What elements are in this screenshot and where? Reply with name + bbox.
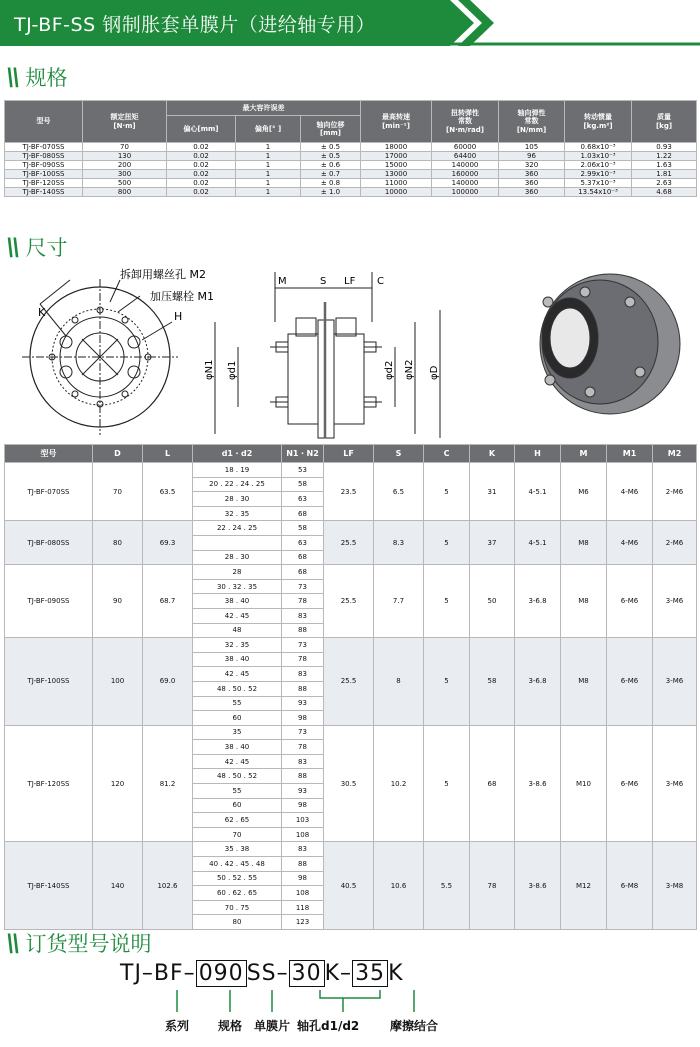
dim-cell-n: 53	[282, 463, 324, 478]
dim-cell-bore: 38 . 40	[193, 594, 282, 609]
dim-cell-l: 81.2	[143, 725, 193, 842]
spec-cell: 360	[499, 179, 565, 188]
dim-cell-bore: 80	[193, 915, 282, 930]
spec-cell: 300	[83, 170, 167, 179]
section-spec-heading	[6, 64, 68, 90]
dim-cell-bore: 18 . 19	[193, 463, 282, 478]
dim-cell-n: 78	[282, 652, 324, 667]
label-h: H	[174, 310, 183, 323]
dim-cell-l: 69.3	[143, 521, 193, 565]
dim-cell-m1: 6-M6	[607, 565, 653, 638]
label-n2: φN2	[404, 359, 415, 380]
spec-cell: 1	[236, 188, 301, 197]
dim-cell-c: 5	[424, 638, 470, 726]
spec-cell: TJ-BF-090SS	[5, 161, 83, 170]
dim-row	[5, 521, 697, 536]
dim-cell-d: 100	[93, 638, 143, 726]
dim-cell-n: 58	[282, 477, 324, 492]
side-view-drawing	[215, 272, 440, 438]
order-label-spec: 规格	[218, 1019, 243, 1033]
dim-cell-bore: 50 . 52 . 55	[193, 871, 282, 886]
dim-cell-bore: 20 . 22 . 24 . 25	[193, 477, 282, 492]
dim-cell-d: 90	[93, 565, 143, 638]
dim-cell-k: 78	[470, 842, 515, 930]
spec-cell: ± 0.7	[301, 170, 361, 179]
dim-cell-m1: 4-M6	[607, 521, 653, 565]
dim-cell-c: 5	[424, 725, 470, 842]
label-c: C	[377, 276, 384, 287]
spec-cell: 2.06x10⁻³	[565, 161, 632, 170]
dim-cell-n: 73	[282, 579, 324, 594]
spec-row	[5, 188, 697, 197]
dim-cell-l: 69.0	[143, 638, 193, 726]
dim-cell-model: TJ-BF-100SS	[5, 638, 93, 726]
dim-cell-model: TJ-BF-080SS	[5, 521, 93, 565]
spec-cell: 1.63	[632, 161, 697, 170]
dim-cell-n: 98	[282, 711, 324, 726]
dim-cell-n: 88	[282, 623, 324, 638]
section-bars-icon: \\	[6, 63, 18, 91]
dim-cell-c: 5	[424, 565, 470, 638]
label-k: K	[38, 306, 46, 319]
dim-cell-s: 8	[374, 638, 424, 726]
code-box-d1: 30	[289, 960, 325, 987]
label-d2: φd2	[384, 360, 395, 380]
dim-cell-l: 68.7	[143, 565, 193, 638]
dim-cell-m2: 3-M8	[653, 842, 697, 930]
dim-cell-n: 78	[282, 594, 324, 609]
dim-cell-bore: 40 . 42 . 45 . 48	[193, 857, 282, 872]
spec-cell: 13.54x10⁻³	[565, 188, 632, 197]
dim-cell-l: 102.6	[143, 842, 193, 930]
dim-cell-n: 98	[282, 798, 324, 813]
dim-cell-bore: 42 . 45	[193, 608, 282, 623]
dim-cell-bore: 22 . 24 . 25	[193, 521, 282, 536]
spec-header-axial: 轴向位移 [mm]	[301, 116, 361, 143]
dim-cell-k: 58	[470, 638, 515, 726]
dim-cell-bore: 70	[193, 827, 282, 842]
order-label-bore: 轴孔d1/d2	[297, 1019, 360, 1033]
dim-cell-bore: 60	[193, 711, 282, 726]
spec-row	[5, 152, 697, 161]
order-label-film: 单膜片	[254, 1019, 291, 1033]
label-m2: 拆卸用螺丝孔 M2	[120, 268, 206, 281]
section-title: 订货型号说明	[25, 932, 152, 956]
dim-cell-m2: 3-M6	[653, 725, 697, 842]
dim-header-cell: 型号	[5, 445, 93, 463]
label-d: φD	[429, 365, 440, 380]
dim-cell-bore: 48 . 50 . 52	[193, 681, 282, 696]
spec-cell: 13000	[361, 170, 432, 179]
dim-cell-n: 93	[282, 784, 324, 799]
dim-cell-model: TJ-BF-140SS	[5, 842, 93, 930]
dim-cell-lf: 25.5	[324, 638, 374, 726]
label-n1: φN1	[204, 359, 215, 380]
dim-row	[5, 463, 697, 478]
dim-cell-m: M12	[561, 842, 607, 930]
dim-cell-s: 6.5	[374, 463, 424, 521]
spec-cell: 0.02	[167, 143, 236, 152]
dim-cell-bore: 62 . 65	[193, 813, 282, 828]
dim-cell-m2: 2-M6	[653, 521, 697, 565]
dim-cell-n: 108	[282, 827, 324, 842]
dim-cell-n: 108	[282, 886, 324, 901]
dim-cell-n: 78	[282, 740, 324, 755]
dim-cell-bore: 38 . 40	[193, 740, 282, 755]
coupling-drawing	[0, 262, 700, 442]
dim-cell-n: 83	[282, 608, 324, 623]
spec-row	[5, 179, 697, 188]
spec-cell: 10000	[361, 188, 432, 197]
spec-header-angle: 偏角[° ]	[236, 116, 301, 143]
spec-header-mass: 质量 [kg]	[632, 101, 697, 143]
dim-cell-bore: 55	[193, 696, 282, 711]
dim-header-cell: H	[515, 445, 561, 463]
product-photo	[540, 274, 680, 414]
dim-cell-bore: 70 . 75	[193, 900, 282, 915]
spec-cell: TJ-BF-080SS	[5, 152, 83, 161]
dim-cell-d: 70	[93, 463, 143, 521]
spec-cell: 60000	[432, 143, 499, 152]
dim-cell-k: 31	[470, 463, 515, 521]
label-m: M	[278, 276, 287, 287]
dim-header-cell: N1・N2	[282, 445, 324, 463]
spec-cell: 0.02	[167, 152, 236, 161]
dim-cell-m1: 6-M6	[607, 725, 653, 842]
dimension-table	[4, 444, 697, 930]
dim-cell-bore: 48	[193, 623, 282, 638]
dim-cell-n: 83	[282, 667, 324, 682]
spec-cell: 15000	[361, 161, 432, 170]
code-box-d2: 35	[352, 960, 388, 987]
dim-row	[5, 565, 697, 580]
title-banner	[0, 0, 700, 46]
dim-cell-c: 5.5	[424, 842, 470, 930]
dim-cell-d: 80	[93, 521, 143, 565]
dim-cell-n: 88	[282, 857, 324, 872]
spec-cell: 1.03x10⁻³	[565, 152, 632, 161]
dim-cell-l: 63.5	[143, 463, 193, 521]
dim-cell-n: 88	[282, 769, 324, 784]
section-bars-icon: \\	[6, 929, 18, 957]
spec-cell: 800	[83, 188, 167, 197]
dim-cell-bore: 35	[193, 725, 282, 740]
dim-header-cell: S	[374, 445, 424, 463]
spec-cell: 500	[83, 179, 167, 188]
dim-cell-bore: 28 . 30	[193, 550, 282, 565]
dim-cell-m1: 4-M6	[607, 463, 653, 521]
dim-cell-n: 73	[282, 725, 324, 740]
dim-cell-n: 118	[282, 900, 324, 915]
spec-cell: 18000	[361, 143, 432, 152]
dim-cell-bore: 42 . 45	[193, 667, 282, 682]
dim-cell-bore: 60	[193, 798, 282, 813]
order-code: TJ–BF– 090 SS– 30 K– 35 K	[120, 961, 404, 986]
spec-cell: 100000	[432, 188, 499, 197]
spec-cell: 1	[236, 179, 301, 188]
spec-cell: TJ-BF-100SS	[5, 170, 83, 179]
spec-cell: 0.02	[167, 179, 236, 188]
dim-cell-bore: 42 . 45	[193, 754, 282, 769]
spec-row	[5, 170, 697, 179]
dim-row	[5, 638, 697, 653]
spec-cell: 1	[236, 170, 301, 179]
spec-cell: TJ-BF-070SS	[5, 143, 83, 152]
spec-header-ecc: 偏心[mm]	[167, 116, 236, 143]
spec-cell: 1.22	[632, 152, 697, 161]
dim-cell-n: 83	[282, 842, 324, 857]
spec-row	[5, 161, 697, 170]
spec-cell: 96	[499, 152, 565, 161]
dim-cell-d: 140	[93, 842, 143, 930]
dim-cell-n: 68	[282, 506, 324, 521]
spec-cell: ± 0.5	[301, 152, 361, 161]
dim-cell-bore: 60 . 62 . 65	[193, 886, 282, 901]
spec-cell: 320	[499, 161, 565, 170]
dim-header-cell: M1	[607, 445, 653, 463]
code-box-spec: 090	[196, 960, 247, 987]
spec-header-speed: 最高转速 [min⁻¹]	[361, 101, 432, 143]
spec-cell: 17000	[361, 152, 432, 161]
spec-cell: ± 0.6	[301, 161, 361, 170]
dim-cell-m1: 6-M6	[607, 638, 653, 726]
dim-cell-bore: 32 . 35	[193, 506, 282, 521]
label-s: S	[320, 276, 327, 287]
dim-cell-h: 4-5.1	[515, 521, 561, 565]
dim-cell-s: 8.3	[374, 521, 424, 565]
spec-cell: 2.63	[632, 179, 697, 188]
dim-cell-s: 10.2	[374, 725, 424, 842]
spec-cell: 0.93	[632, 143, 697, 152]
spec-cell: TJ-BF-140SS	[5, 188, 83, 197]
dim-cell-m: M8	[561, 521, 607, 565]
dim-cell-model: TJ-BF-120SS	[5, 725, 93, 842]
spec-cell: 70	[83, 143, 167, 152]
spec-cell: 11000	[361, 179, 432, 188]
dim-row	[5, 842, 697, 857]
dim-cell-bore: 48 . 50 . 52	[193, 769, 282, 784]
spec-header-error: 最大容许误差	[167, 101, 361, 116]
dim-cell-bore: 35 . 38	[193, 842, 282, 857]
section-title: 尺寸	[25, 236, 68, 260]
dim-cell-n: 68	[282, 565, 324, 580]
spec-header-torque: 额定扭矩 [N·m]	[83, 101, 167, 143]
spec-cell: 140000	[432, 161, 499, 170]
page-title: TJ-BF-SS 钢制胀套单膜片（进给轴专用）	[14, 14, 376, 36]
spec-row	[5, 143, 697, 152]
dim-cell-bore	[193, 535, 282, 550]
dim-cell-model: TJ-BF-090SS	[5, 565, 93, 638]
dim-header-cell: C	[424, 445, 470, 463]
spec-cell: 4.68	[632, 188, 697, 197]
dim-cell-bore: 32 . 35	[193, 638, 282, 653]
spec-cell: 1	[236, 152, 301, 161]
dim-cell-m2: 3-M6	[653, 565, 697, 638]
dim-row	[5, 725, 697, 740]
spec-cell: 0.68x10⁻³	[565, 143, 632, 152]
dim-header-cell: LF	[324, 445, 374, 463]
spec-cell: 360	[499, 188, 565, 197]
dim-cell-n: 93	[282, 696, 324, 711]
label-lf: LF	[344, 276, 356, 287]
dim-cell-n: 88	[282, 681, 324, 696]
spec-cell: 360	[499, 170, 565, 179]
dim-cell-h: 4-5.1	[515, 463, 561, 521]
dim-cell-s: 7.7	[374, 565, 424, 638]
dim-cell-d: 120	[93, 725, 143, 842]
dim-cell-bore: 30 . 32 . 35	[193, 579, 282, 594]
dim-cell-m: M10	[561, 725, 607, 842]
dim-cell-n: 73	[282, 638, 324, 653]
dim-cell-m1: 6-M8	[607, 842, 653, 930]
section-bars-icon: \\	[6, 233, 18, 261]
section-title: 规格	[25, 66, 68, 90]
dim-cell-c: 5	[424, 463, 470, 521]
spec-cell: 1	[236, 143, 301, 152]
dim-cell-m: M8	[561, 565, 607, 638]
dim-cell-m: M8	[561, 638, 607, 726]
dim-cell-n: 123	[282, 915, 324, 930]
dim-header-cell: K	[470, 445, 515, 463]
dim-cell-model: TJ-BF-070SS	[5, 463, 93, 521]
spec-cell: ± 0.5	[301, 143, 361, 152]
spec-cell: TJ-BF-120SS	[5, 179, 83, 188]
spec-cell: ± 1.0	[301, 188, 361, 197]
spec-cell: 5.37x10⁻³	[565, 179, 632, 188]
spec-cell: 1	[236, 161, 301, 170]
dim-cell-lf: 30.5	[324, 725, 374, 842]
dim-cell-c: 5	[424, 521, 470, 565]
dim-cell-bore: 38 . 40	[193, 652, 282, 667]
dim-cell-lf: 23.5	[324, 463, 374, 521]
dim-header-cell: d1・d2	[193, 445, 282, 463]
order-label-clamp: 摩擦结合	[390, 1019, 439, 1033]
dim-cell-lf: 25.5	[324, 521, 374, 565]
spec-cell: ± 0.8	[301, 179, 361, 188]
dim-cell-n: 63	[282, 492, 324, 507]
label-d1: φd1	[227, 360, 238, 380]
spec-cell: 64400	[432, 152, 499, 161]
spec-header-inertia: 转动惯量 [kg.m²]	[565, 101, 632, 143]
dim-cell-n: 98	[282, 871, 324, 886]
dim-cell-m: M6	[561, 463, 607, 521]
dim-cell-h: 3-8.6	[515, 725, 561, 842]
dim-header-cell: D	[93, 445, 143, 463]
dim-header-cell: L	[143, 445, 193, 463]
dim-cell-k: 50	[470, 565, 515, 638]
dim-cell-s: 10.6	[374, 842, 424, 930]
dim-cell-h: 3-6.8	[515, 638, 561, 726]
spec-cell: 160000	[432, 170, 499, 179]
dim-header-cell: M	[561, 445, 607, 463]
section-dims-heading	[6, 234, 68, 260]
dim-cell-n: 103	[282, 813, 324, 828]
spec-table	[4, 100, 697, 197]
dim-cell-bore: 28	[193, 565, 282, 580]
dim-cell-n: 58	[282, 521, 324, 536]
spec-header-torsional: 扭转弹性 常数 [N·m/rad]	[432, 101, 499, 143]
spec-cell: 105	[499, 143, 565, 152]
spec-header-model: 型号	[5, 101, 83, 143]
dim-cell-n: 63	[282, 535, 324, 550]
dim-cell-k: 68	[470, 725, 515, 842]
dim-cell-h: 3-6.8	[515, 565, 561, 638]
dim-cell-h: 3-8.6	[515, 842, 561, 930]
dim-cell-m2: 3-M6	[653, 638, 697, 726]
spec-header-axial-stiff: 轴向弹性 常数 [N/mm]	[499, 101, 565, 143]
dim-cell-lf: 40.5	[324, 842, 374, 930]
dimension-drawings	[0, 262, 700, 442]
dim-cell-bore: 28 . 30	[193, 492, 282, 507]
label-m1: 加压螺栓 M1	[150, 290, 214, 303]
spec-cell: 140000	[432, 179, 499, 188]
dim-cell-n: 83	[282, 754, 324, 769]
dim-header-cell: M2	[653, 445, 697, 463]
spec-cell: 0.02	[167, 170, 236, 179]
dim-cell-k: 37	[470, 521, 515, 565]
dim-cell-m2: 2-M6	[653, 463, 697, 521]
spec-cell: 1.81	[632, 170, 697, 179]
spec-cell: 0.02	[167, 161, 236, 170]
dim-cell-bore: 55	[193, 784, 282, 799]
spec-cell: 2.99x10⁻³	[565, 170, 632, 179]
section-order-heading	[6, 930, 152, 956]
spec-cell: 0.02	[167, 188, 236, 197]
dim-cell-lf: 25.5	[324, 565, 374, 638]
order-label-series: 系列	[165, 1019, 190, 1033]
spec-cell: 200	[83, 161, 167, 170]
dim-cell-n: 68	[282, 550, 324, 565]
spec-cell: 130	[83, 152, 167, 161]
